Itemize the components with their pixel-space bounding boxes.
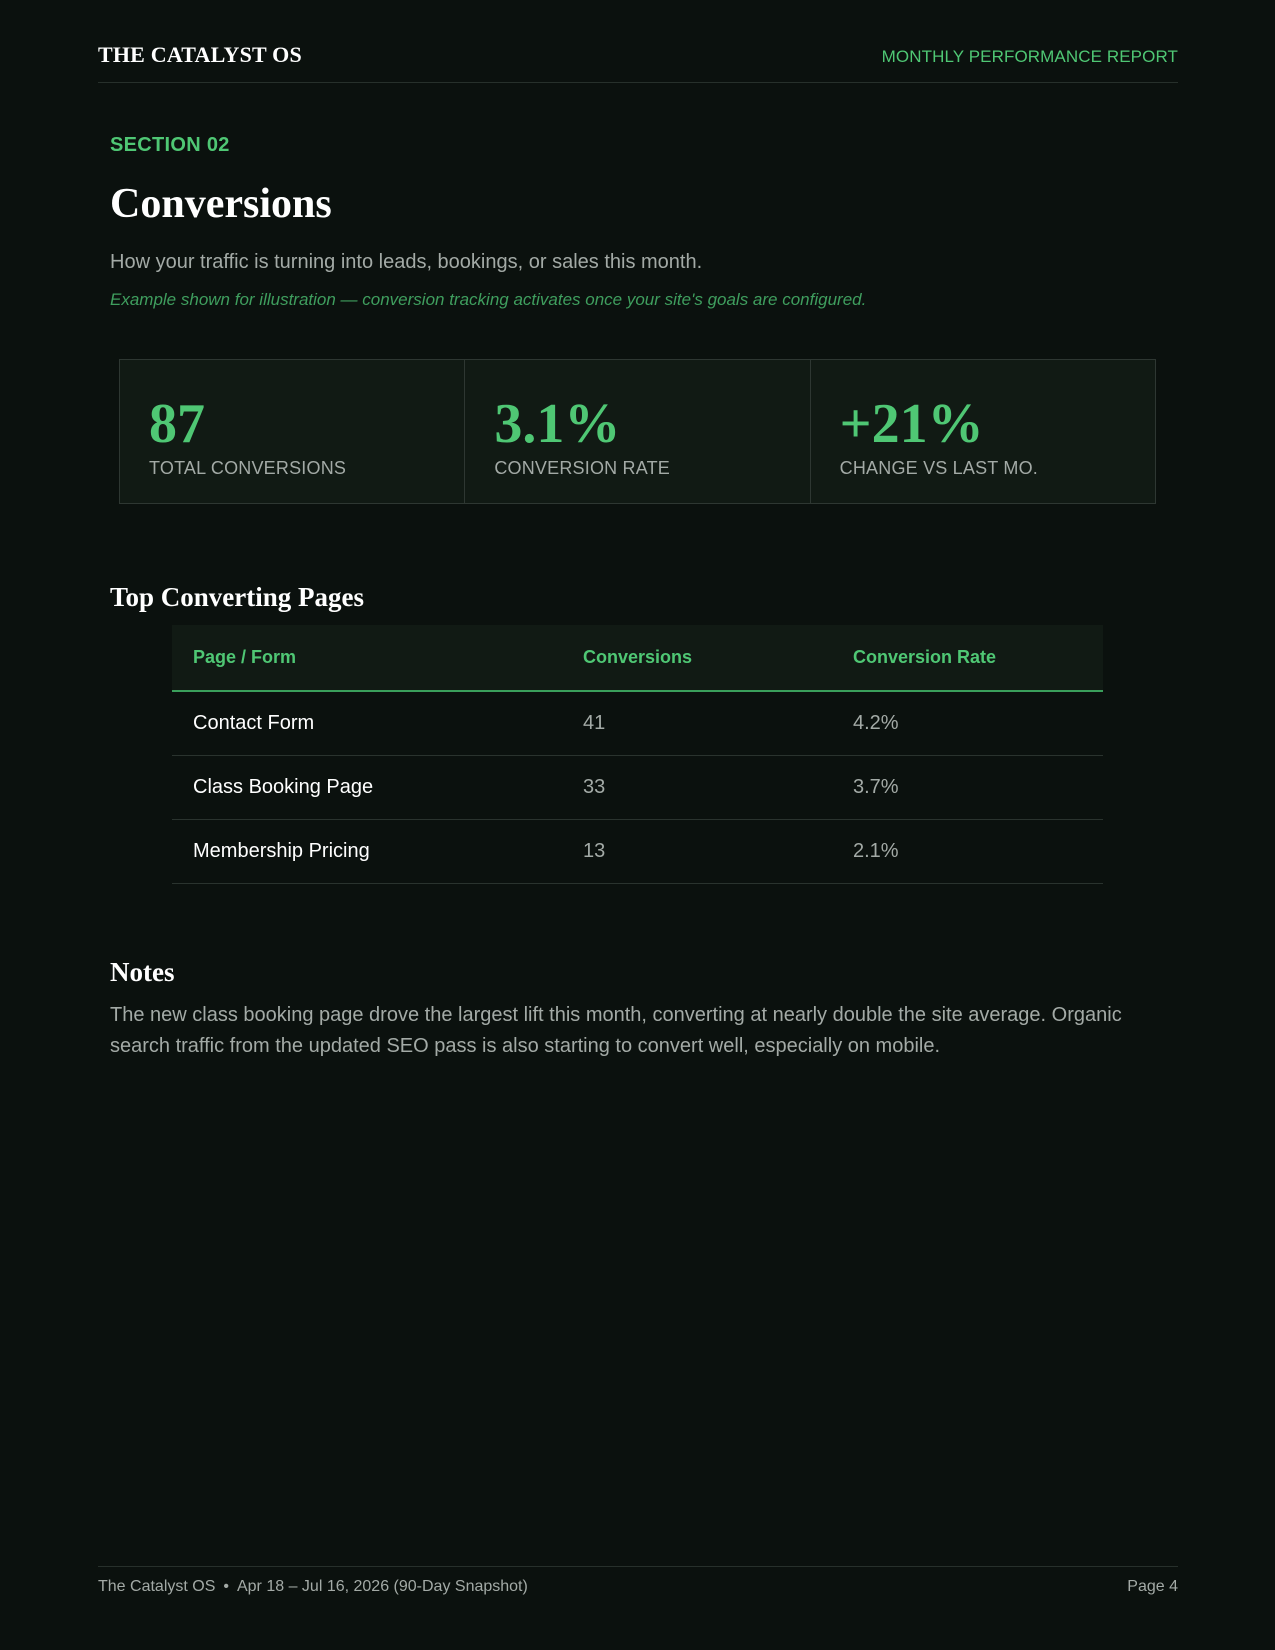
stat-value: 87 (149, 393, 205, 455)
page-cell: Class Booking Page (172, 755, 562, 819)
section-label: SECTION 02 (110, 134, 230, 156)
notes-title: Notes (110, 957, 175, 987)
top-pages-title: Top Converting Pages (110, 582, 365, 612)
column-header-page: Page / Form (172, 625, 562, 691)
conversions-cell: 33 (562, 755, 832, 819)
page-cell: Contact Form (172, 691, 562, 755)
notes-body: The new class booking page drove the largest lift this month, converting at nearly double the site average. Organic search traffic from the updated SEO pass is also starting to convert well, especially on mobile. (110, 1004, 1122, 1057)
footer-brand: The Catalyst OS (98, 1578, 216, 1595)
stat-value: +21% (839, 393, 984, 455)
top-pages-table-container (172, 625, 1103, 884)
column-header-conversions: Conversions (562, 625, 832, 691)
column-header-rate: Conversion Rate (832, 625, 1103, 691)
kpi-stats-panel (119, 359, 1156, 504)
page-number: Page 4 (1127, 1578, 1178, 1595)
section-intro: How your traffic is turning into leads, bookings, or sales this month. (110, 251, 703, 273)
stat-total-conversions (120, 360, 465, 503)
stat-label: TOTAL CONVERSIONS (149, 458, 347, 478)
stat-label: CONVERSION RATE (494, 458, 671, 478)
footer-separator: • (223, 1578, 229, 1595)
illustration-disclaimer: Example shown for illustration — conversion tracking activates once your site's goals are configured. (110, 290, 867, 309)
page-title: Conversions (110, 181, 332, 227)
brand-name: THE CATALYST OS (98, 42, 302, 67)
rate-cell: 3.7% (832, 755, 1103, 819)
rate-cell: 4.2% (832, 691, 1103, 755)
table-header-row (172, 625, 1103, 691)
table-row (172, 755, 1103, 819)
page-cell: Membership Pricing (172, 819, 562, 883)
footer-period: Apr 18 – Jul 16, 2026 (90-Day Snapshot) (236, 1578, 528, 1595)
top-pages-table (172, 625, 1103, 884)
conversions-cell: 13 (562, 819, 832, 883)
stat-change-vs-last-month (811, 360, 1155, 503)
report-label: MONTHLY PERFORMANCE REPORT (881, 47, 1178, 66)
stat-conversion-rate (465, 360, 810, 503)
conversions-cell: 41 (562, 691, 832, 755)
report-footer (98, 1566, 1178, 1596)
stat-label: CHANGE VS LAST MO. (839, 458, 1038, 478)
rate-cell: 2.1% (832, 819, 1103, 883)
stat-value: 3.1% (494, 393, 621, 455)
footer-info (98, 1578, 528, 1596)
table-row (172, 819, 1103, 883)
report-header (98, 42, 1178, 83)
table-row (172, 691, 1103, 755)
